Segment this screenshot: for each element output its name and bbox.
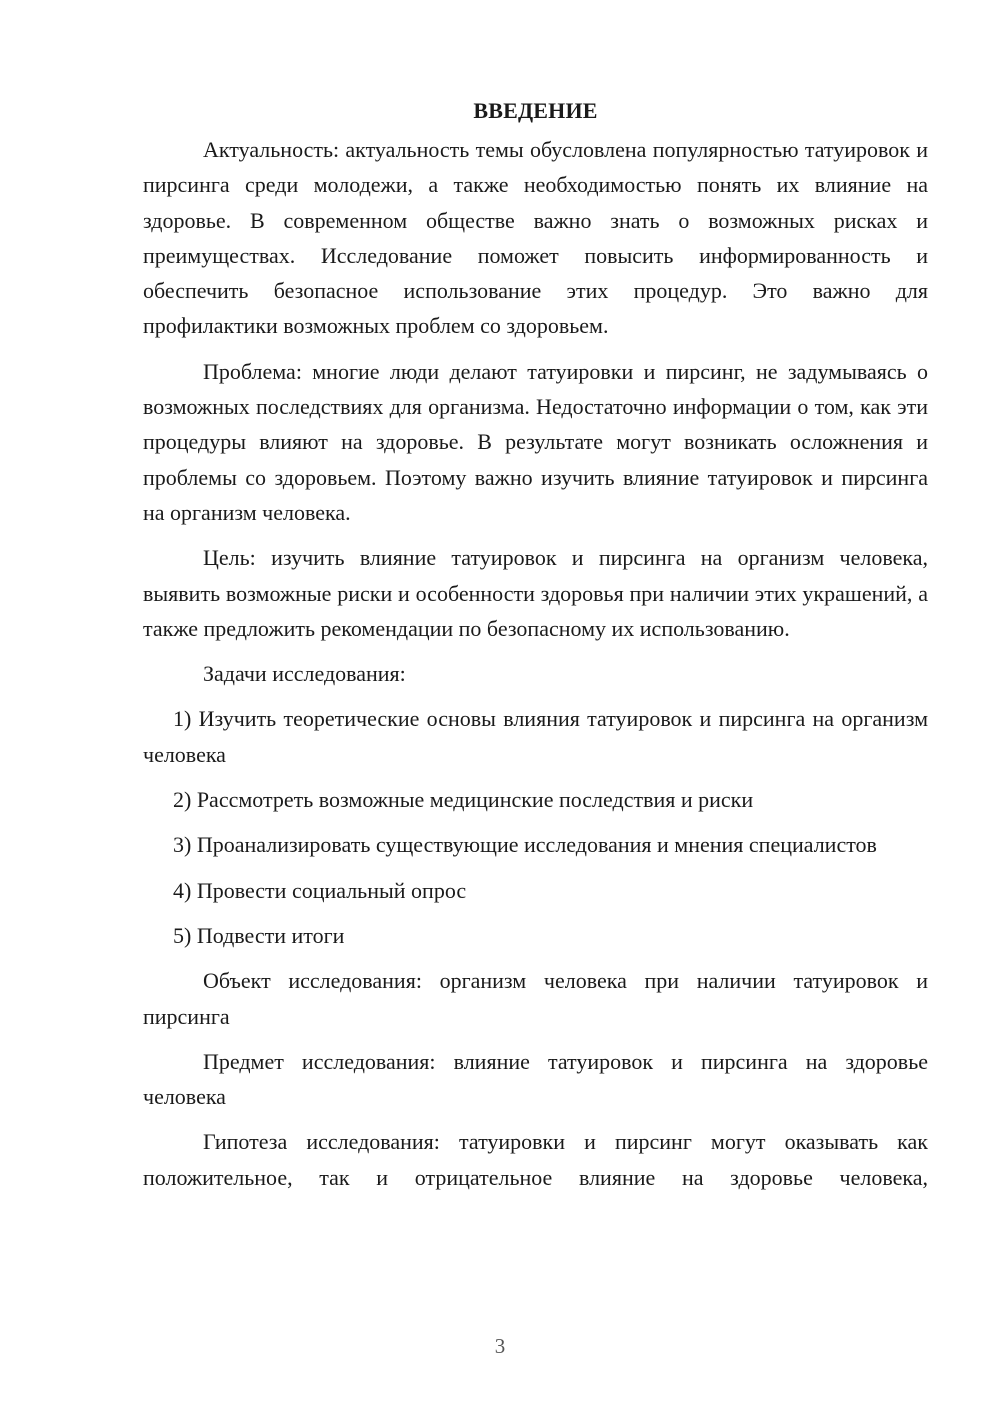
object-paragraph: Объект исследования: организм человека при наличии татуировок и пирсинга bbox=[143, 968, 928, 1029]
task-item-1: 1) Изучить теоретические основы влияния татуировок и пирсинга на организм человека bbox=[143, 706, 928, 767]
document-page bbox=[143, 96, 928, 1205]
subject-paragraph: Предмет исследования: влияние татуировок и пирсинга на здоровье человека bbox=[143, 1048, 928, 1110]
task-item-3: 3) Проанализировать существующие исследования и мнения специалистов bbox=[173, 832, 877, 858]
relevance-paragraph: Актуальность: актуальность темы обусловлена популярностью татуировок и пирсинга среди молодежи, а также необходимостью понять их влияние на здоровье. В современном обществе важно знать о возможных рисках и преимуществах. Исследование поможет повысить информированность и обеспечить безопасное использование этих процедур. Это важно для профилактики возможных проблем со здоровьем. bbox=[143, 137, 928, 339]
problem-paragraph: Проблема: многие люди делают татуировки и пирсинг, не задумываясь о возможных последствиях для организма. Недостаточно информации о том, как эти процедуры влияют на здоровье. В результате могут возникать осложнения и проблемы со здоровьем. Поэтому важно изучить влияние татуировок и пирсинга на организм человека. bbox=[143, 358, 928, 525]
task-item-4: 4) Провести социальный опрос bbox=[173, 877, 467, 903]
tasks-heading: Задачи исследования: bbox=[203, 661, 406, 687]
task-item-2: 2) Рассмотреть возможные медицинские последствия и риски bbox=[173, 787, 754, 813]
goal-paragraph: Цель: изучить влияние татуировок и пирсинга на организм человека, выявить возможные риски и особенности здоровья при наличии этих украшений, а также предложить рекомендации по безопасному их использованию. bbox=[143, 545, 928, 641]
hypothesis-paragraph: Гипотеза исследования: татуировки и пирсинг могут оказывать как положительное, так и отрицательное влияние на здоровье человека, bbox=[143, 1129, 928, 1190]
document-title: ВВЕДЕНИЕ bbox=[473, 98, 598, 123]
page-number: 3 bbox=[494, 1334, 506, 1358]
task-item-5: 5) Подвести итоги bbox=[173, 922, 345, 948]
